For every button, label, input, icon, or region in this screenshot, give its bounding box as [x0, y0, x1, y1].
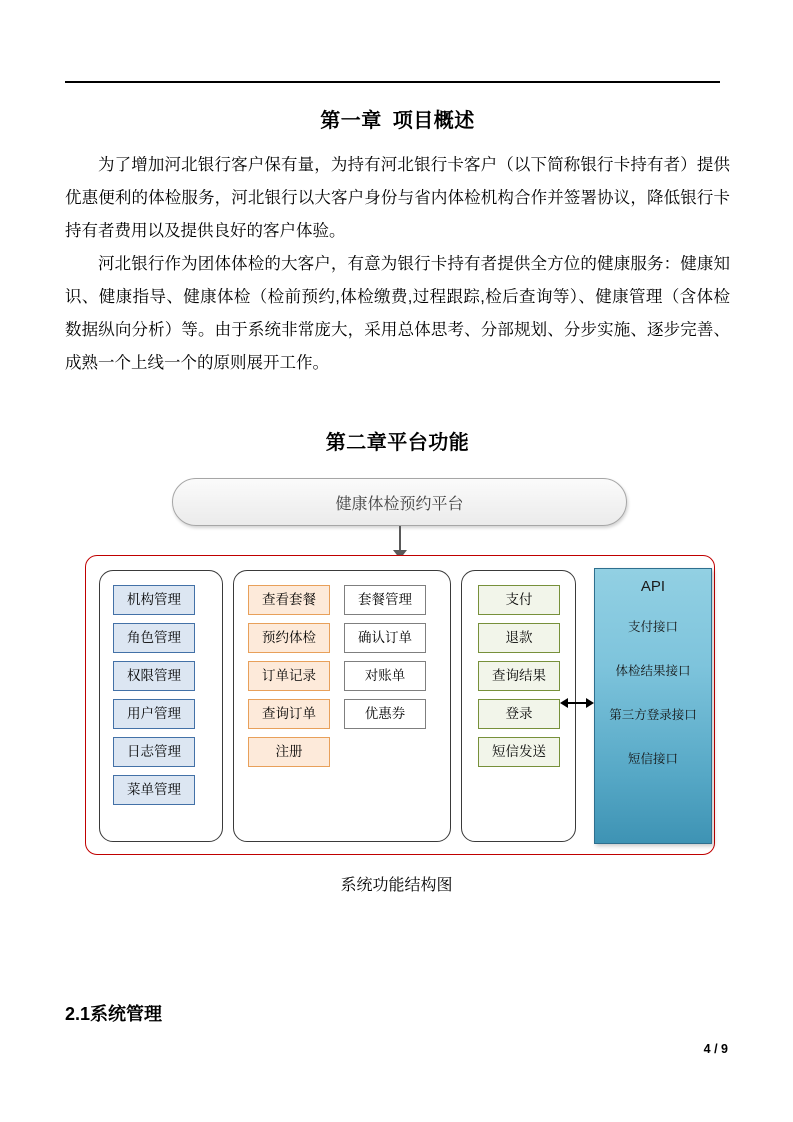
column-user-orders — [248, 585, 330, 767]
system-function-structure-diagram — [0, 470, 793, 894]
chapter-2-number: 第二章 — [325, 432, 388, 454]
chapter-1-heading — [65, 104, 730, 133]
column-package-settlement — [344, 585, 426, 729]
node-refund: 退款 — [478, 623, 560, 653]
api-item-sms: 短信接口 — [627, 752, 678, 766]
node-view-package: 查看套餐 — [248, 585, 330, 615]
api-bidirectional-arrow-icon — [560, 698, 594, 708]
node-coupon: 优惠券 — [344, 699, 426, 729]
node-role-management: 角色管理 — [113, 623, 195, 653]
group-payment-services — [461, 570, 576, 842]
chapter-2-heading — [65, 426, 730, 455]
node-menu-management: 菜单管理 — [113, 775, 195, 805]
platform-root-node — [172, 478, 627, 526]
node-query-order: 查询订单 — [248, 699, 330, 729]
modules-container — [85, 555, 715, 855]
section-number: 2.1 — [65, 1004, 91, 1024]
node-org-management: 机构管理 — [113, 585, 195, 615]
group-system-management — [99, 570, 223, 842]
figure-caption: 系统功能结构图 — [340, 877, 453, 894]
api-panel — [594, 568, 712, 844]
node-permission-management: 权限管理 — [113, 661, 195, 691]
column-payment-services — [478, 585, 560, 767]
section-heading-2-1 — [65, 1000, 162, 1026]
node-register: 注册 — [248, 737, 330, 767]
node-order-record: 订单记录 — [248, 661, 330, 691]
group-user-orders — [233, 570, 451, 842]
header-rule — [65, 81, 720, 83]
column-system-management — [113, 585, 195, 805]
section-title: 系统管理 — [90, 1004, 163, 1024]
api-item-third-party-login: 第三方登录接口 — [609, 708, 697, 722]
paragraph-2: 河北银行作为团体体检的大客户，有意为银行卡持有者提供全方位的健康服务：健康知识、健康指导、健康体检（检前预约,体检缴费,过程跟踪,检后查询等）、健康管理（含体检数据纵向分析）等。由于系统非常庞大，采用总体思考、分部规划、分步实施、逐步完善、成熟一个上线一个的原则展开工作。 — [65, 255, 730, 372]
document-body — [65, 104, 730, 455]
node-sms-send: 短信发送 — [478, 737, 560, 767]
page-number-footer: 4 / 9 — [703, 1042, 728, 1056]
api-panel-title: API — [640, 578, 666, 595]
node-payment: 支付 — [478, 585, 560, 615]
node-confirm-order: 确认订单 — [344, 623, 426, 653]
chapter-2-title: 平台功能 — [387, 432, 470, 454]
node-query-result: 查询结果 — [478, 661, 560, 691]
api-item-payment: 支付接口 — [627, 620, 678, 634]
api-item-checkup-result: 体检结果接口 — [615, 664, 691, 678]
node-book-checkup: 预约体检 — [248, 623, 330, 653]
node-user-management: 用户管理 — [113, 699, 195, 729]
node-statement: 对账单 — [344, 661, 426, 691]
platform-root-label: 健康体检预约平台 — [335, 495, 464, 513]
paragraph-1: 为了增加河北银行客户保有量，为持有河北银行卡客户（以下简称银行卡持有者）提供优惠便利的体检服务，河北银行以大客户身份与省内体检机构合作并签署协议，降低银行卡持有者费用以及提供良好的客户体验。 — [65, 156, 730, 240]
node-log-management: 日志管理 — [113, 737, 195, 767]
chapter-1-number: 第一章 — [320, 110, 382, 132]
node-login: 登录 — [478, 699, 560, 729]
chapter-1-title: 项目概述 — [392, 110, 475, 132]
node-package-management: 套餐管理 — [344, 585, 426, 615]
